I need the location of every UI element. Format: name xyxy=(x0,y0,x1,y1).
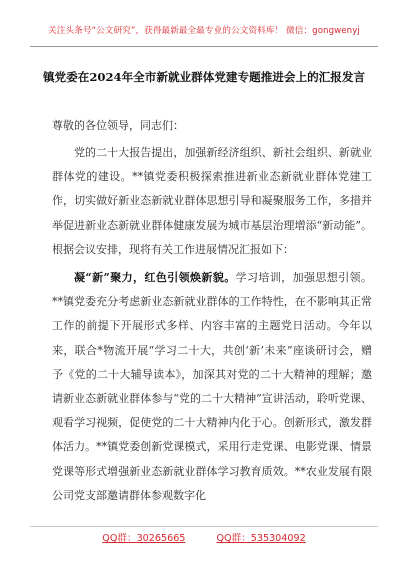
section-1-heading: 凝“新”聚力，红色引领焕新貌。 xyxy=(74,271,236,284)
header-divider xyxy=(30,46,378,47)
salutation: 尊敬的各位领导，同志们： xyxy=(52,119,184,132)
header-promo-note: 关注头条号“公文研究”，获得最新最全最专业的公文资料库！ 微信：gongwenyj xyxy=(48,26,360,36)
footer-divider xyxy=(30,526,378,527)
paragraph-section-1 xyxy=(52,266,372,508)
qq-group-link-2[interactable]: QQ群：535304092 xyxy=(216,533,306,544)
qq-group-link-1[interactable]: QQ群：30265665 xyxy=(102,533,186,544)
document-title: 镇党委在2024年全市新就业群体党建专题推进会上的汇报发言 xyxy=(42,70,366,84)
paragraph-intro-text: 党的二十大报告提出，加强新经济组织、新社会组织、新就业群体党的建设。**镇党委积极探索推进新业态新就业群体党建工作，切实做好新业态新就业群体思想引导和凝聚服务工作，多措并举促进新业态新就业群体健康发展为城市基层治理增添“新动能”。根据会议安排，现将有关工作进展情况汇报如下： xyxy=(52,146,372,256)
paragraph-intro xyxy=(52,141,372,262)
footer-contact xyxy=(0,530,408,544)
section-1-text: 学习培训，加强思想引领。**镇党委充分考虑新业态新就业群体的工作特性，在不影响其正常工作的前提下开展形式多样、内容丰富的主题党日活动。今年以来，联合*物流开展“学习二十大，共创‘新’未来”座谈研讨会，赠予《党的二十大辅导读本》，加深其对党的二十大精神的理解；邀请新业态新就业群体参与“党的二十大精神”宣讲活动，聆听党课、观看学习视频，促使党的二十大精神内化于心。创新形式，激发群体活力。**镇党委创新党课模式，采用行走党课、电影党课、情景党课等形式增强新业态新就业群体学习教育质效。**农业发展有限公司党支部邀请群体参观数字化 xyxy=(52,271,373,502)
